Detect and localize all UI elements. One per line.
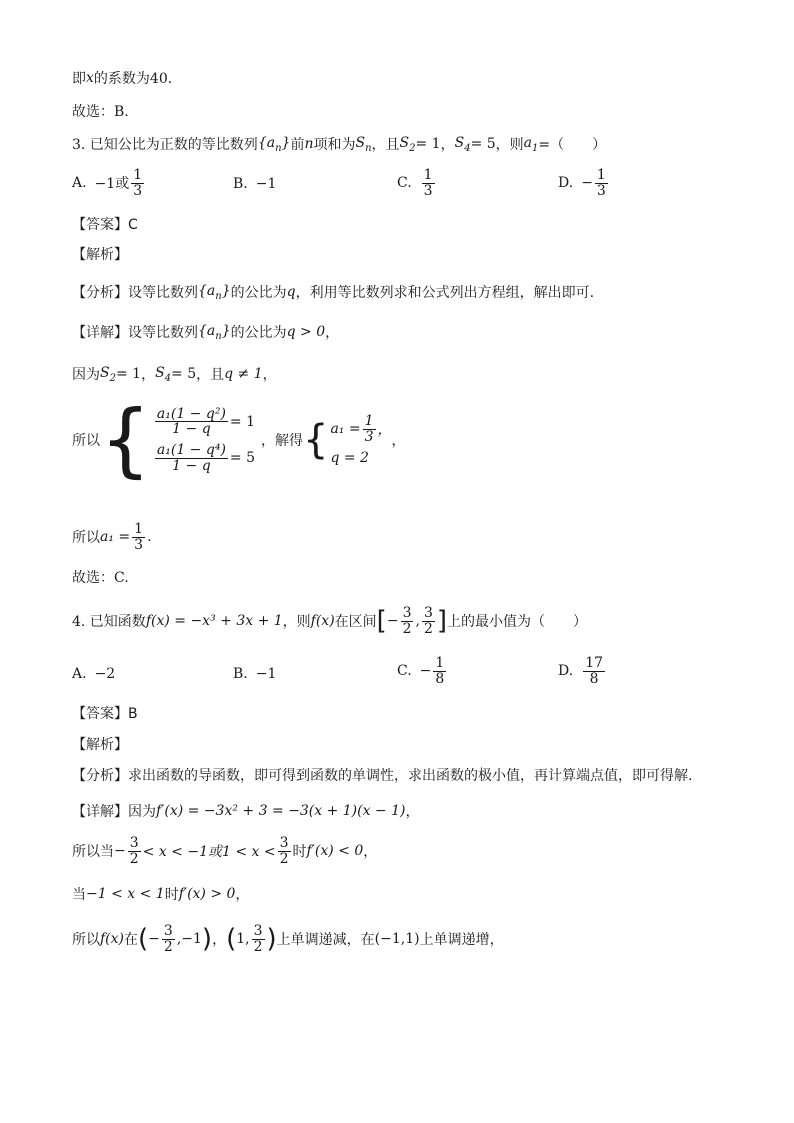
text: ，则	[495, 137, 524, 153]
text: ，解得	[261, 433, 303, 449]
q4-answer: 【答案】B	[72, 706, 138, 722]
q4-analysis-heading: 【解析】	[72, 737, 128, 753]
q4-option-c: C. − $\frac{1}{8}$	[397, 655, 445, 687]
math-a1: $a_1$	[523, 134, 539, 154]
system-2: { a₁ = $\frac{1}{3}$ ， q = 2	[303, 412, 392, 467]
q3-answer: 【答案】C	[72, 217, 138, 233]
q4-increasing-condition: 当 −1 < x < 1 时 f′(x) > 0 ，	[72, 886, 250, 903]
math-var: x	[86, 70, 94, 86]
math-var: n	[304, 136, 314, 152]
q3-option-b: B. −1	[233, 176, 277, 192]
q4-monotonicity: 所以 f(x) 在 ( − $\frac{3}{2}$ ,−1 ) ， ( 1, $\frac{3}{2}$ ) 上单调递减，在 (−1,1) 上单调递增，	[72, 923, 504, 955]
q4-xiangjie: 【详解】因为 f′(x) = −3x² + 3 = −3(x + 1)(x − 1) ，	[72, 803, 420, 820]
text: 项和为	[313, 137, 356, 153]
text: 所以	[72, 433, 100, 449]
text: =（ ）	[538, 137, 607, 153]
text: ，且	[371, 137, 400, 153]
q3-equation-system: 所以 { $\frac{\text{a₁(1 − q²)}}{1 - q}$ = 1 $\frac{\text{a₁(1 − q⁴)}}{1 - q}$ = 5 ，解得 { a₁ = $\frac{1}{3}$ ， q = 2 ，	[72, 393, 406, 486]
q4-fenxi: 【分析】求出函数的导函数，即可得到函数的单调性，求出函数的极小值，再计算端点值，即可得解.	[72, 768, 693, 784]
q3-option-c: C. $\frac{1}{3}$	[397, 167, 433, 199]
text: 的系数为40．	[93, 71, 182, 87]
math-s4: $S_4$	[454, 134, 471, 154]
q3-xiangjie: 【详解】设等比数列 $\{a_n\}$ 的公比为 q > 0 ，	[72, 322, 340, 342]
q3-option-d: D. − $\frac{1}{3}$	[558, 167, 606, 199]
q3-final-choice: 故选：C.	[72, 570, 129, 586]
q3-option-a: A. −1或 $\frac{1}{3}$	[72, 167, 143, 199]
line-coefficient	[72, 68, 182, 88]
q4-option-a: A. −2	[72, 666, 116, 682]
line-choice-b: 故选：B.	[72, 104, 129, 120]
system-1: { $\frac{\text{a₁(1 − q²)}}{1 - q}$ = 1 $\frac{\text{a₁(1 − q⁴)}}{1 - q}$ = 5	[100, 393, 255, 486]
math-val: = 5	[470, 136, 496, 152]
text: 3. 已知公比为正数的等比数列	[72, 137, 258, 153]
text: 即	[72, 71, 86, 87]
text: ，	[440, 137, 455, 153]
q4-option-b: B. −1	[233, 666, 277, 682]
math-s2: $S_2$	[399, 134, 416, 154]
q3-stem	[72, 134, 606, 154]
math-val: = 1	[415, 136, 441, 152]
q3-analysis-heading: 【解析】	[72, 247, 128, 263]
text: 前	[290, 137, 305, 153]
q3-conclusion: 所以 a₁ = $\frac{1}{3}$ .	[72, 521, 152, 553]
q4-option-d: D. $\frac{17}{8}$	[558, 655, 604, 687]
q4-stem: 4. 已知函数 f(x) = −x³ + 3x + 1 ，则 f(x) 在区间 [ − $\frac{3}{2}$ , $\frac{3}{2}$ ] 上的最小值为（ ）	[72, 605, 588, 637]
math-sn: $S_n$	[355, 134, 372, 154]
q3-fenxi: 【分析】设等比数列 $\{a_n\}$ 的公比为 q ，利用等比数列求和公式列出方程组，解出即可.	[72, 282, 595, 302]
q3-because: 因为 $S_2$ = 1 ， $S_4$ = 5 ，且 q ≠ 1 ，	[72, 364, 277, 384]
q4-decreasing-condition: 所以当 − $\frac{3}{2}$ < x < −1或1 < x < $\frac{3}{2}$ 时 f′(x) < 0 ，	[72, 835, 378, 867]
math-seq: $\{a_n\}$	[257, 134, 291, 154]
